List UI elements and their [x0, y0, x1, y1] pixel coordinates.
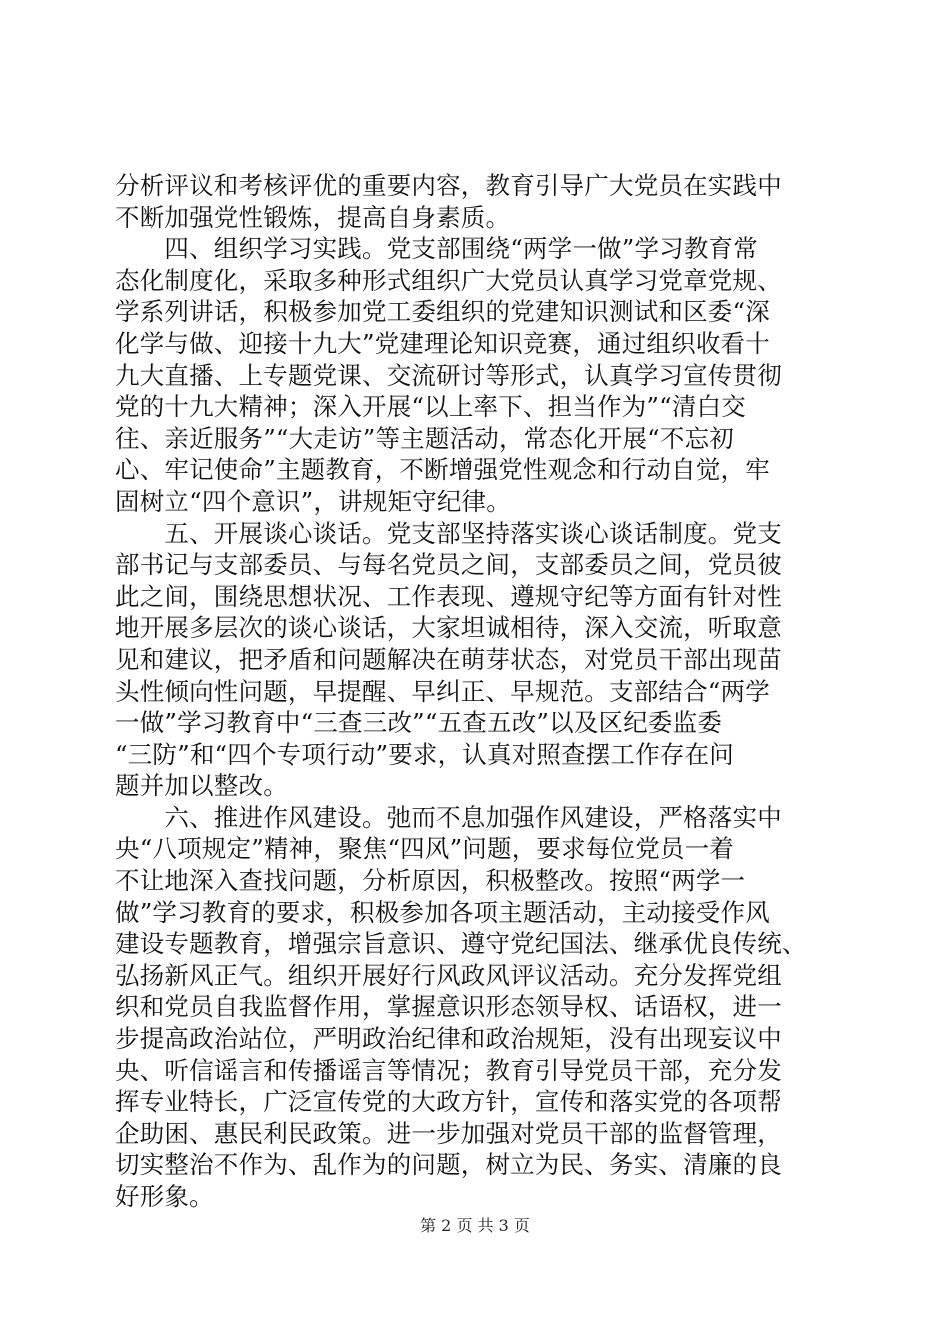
text-line: 步提高政治站位，严明政治纪律和政治规矩，没有出现妄议中: [115, 1024, 782, 1054]
text-line: 部书记与支部委员、与每名党员之间，支部委员之间，党员彼: [115, 550, 782, 580]
text-line: 心、牢记使命”主题教育，不断增强党性观念和行动自觉，牢: [115, 455, 770, 485]
text-line: 一做”学习教育中“三查三改”“五查五改”以及区纪委监委: [115, 708, 723, 738]
text-line: 九大直播、上专题党课、交流研讨等形式，认真学习宣传贯彻: [115, 360, 782, 390]
text-line: 此之间，围绕思想状况、工作表现、遵规守纪等方面有针对性: [115, 581, 782, 611]
text-line: 题并加以整改。: [115, 771, 288, 801]
text-line: “三防”和“四个专项行动”要求，认真对照查摆工作存在问: [115, 739, 734, 769]
text-line: 央“八项规定”精神，聚焦“四风”问题，要求每位党员一着: [115, 834, 734, 864]
text-line: 化学与做、迎接十九大”党建理论知识竞赛，通过组织收看十: [115, 328, 770, 358]
text-line: 态化制度化，采取多种形式组织广大党员认真学习党章党规、: [115, 265, 782, 295]
text-line: 固树立“四个意识”，讲规矩守纪律。: [115, 486, 511, 516]
document-body: [115, 170, 835, 1213]
text-line: 学系列讲话，积极参加党工委组织的党建知识测试和区委“深: [115, 297, 770, 327]
text-line: 建设专题教育，增强宗旨意识、遵守党纪国法、继承优良传统、: [115, 929, 807, 959]
text-line: 党的十九大精神；深入开展“以上率下、担当作为”“清白交: [115, 392, 746, 422]
text-line: 切实整治不作为、乱作为的问题，树立为民、务实、清廉的良: [115, 1150, 782, 1180]
text-line: 五、开展谈心谈话。党支部坚持落实谈心谈话制度。党支: [115, 518, 782, 548]
text-line: 企助困、惠民利民政策。进一步加强对党员干部的监督管理，: [115, 1118, 782, 1148]
text-line: 六、推进作风建设。弛而不息加强作风建设，严格落实中: [115, 802, 782, 832]
text-line: 头性倾向性问题，早提醒、早纠正、早规范。支部结合“两学: [115, 676, 770, 706]
text-line: 弘扬新风正气。组织开展好行风政风评议活动。充分发挥党组: [115, 960, 782, 990]
text-line: 地开展多层次的谈心谈话，大家坦诚相待，深入交流，听取意: [115, 613, 782, 643]
text-line: 不断加强党性锻炼，提高自身素质。: [115, 202, 511, 232]
text-line: 见和建议，把矛盾和问题解决在萌芽状态，对党员干部出现苗: [115, 644, 782, 674]
text-line: 央、听信谣言和传播谣言等情况；教育引导党员干部，充分发: [115, 1055, 782, 1085]
text-line: 织和党员自我监督作用，掌握意识形态领导权、话语权，进一: [115, 992, 782, 1022]
text-line: 做”学习教育的要求，积极参加各项主题活动，主动接受作风: [115, 897, 770, 927]
text-line: 好形象。: [115, 1182, 214, 1211]
text-line: 不让地深入查找问题，分析原因，积极整改。按照“两学一: [115, 866, 746, 896]
text-line: 往、亲近服务”“大走访”等主题活动，常态化开展“不忘初: [115, 423, 734, 453]
text-line: 四、组织学习实践。党支部围绕“两学一做”学习教育常: [115, 234, 758, 264]
text-line: 挥专业特长，广泛宣传党的大政方针，宣传和落实党的各项帮: [115, 1087, 782, 1117]
text-line: 分析评议和考核评优的重要内容，教育引导广大党员在实践中: [115, 171, 782, 200]
page-footer: 第 2 页 共 3 页: [420, 1216, 530, 1235]
